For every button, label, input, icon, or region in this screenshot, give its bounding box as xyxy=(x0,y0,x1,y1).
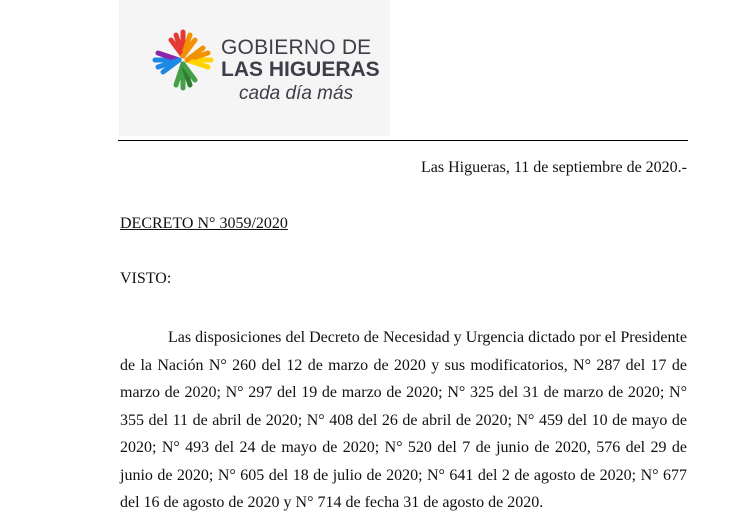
logo-wordmark xyxy=(221,37,380,107)
letterhead-logo xyxy=(119,0,390,136)
decree-title: DECRETO N° 3059/2020 xyxy=(120,215,288,232)
header-divider xyxy=(118,140,688,141)
hands-logo-icon xyxy=(149,26,217,94)
logo-line-2: LAS HIGUERAS xyxy=(221,58,380,81)
body-paragraph: Las disposiciones del Decreto de Necesidad y Urgencia dictado por el Presidente de la Nación N° 260 del 12 de marzo de 2020 y sus modificatorios, N° 287 del 17 de marzo de 2020; N° 297 del 19 de marzo de 2020; N° 325 del 31 de marzo de 2020; N° 355 del 11 de abril de 2020; N° 408 del 26 de abril de 2020; N° 459 del 10 de mayo de 2020; N° 493 del 24 de mayo de 2020; N° 520 del 7 de junio de 2020, 576 del 29 de junio de 2020; N° 605 del 18 de julio de 2020; N° 641 del 2 de agosto de 2020; N° 677 del 16 de agosto de 2020 y N° 714 de fecha 31 de agosto de 2020. xyxy=(120,329,687,511)
place-date: Las Higueras, 11 de septiembre de 2020.- xyxy=(421,159,687,176)
section-heading-visto: VISTO: xyxy=(120,270,172,287)
logo-tagline: cada día más xyxy=(239,83,354,104)
logo-line-1: GOBIERNO DE xyxy=(221,36,372,59)
